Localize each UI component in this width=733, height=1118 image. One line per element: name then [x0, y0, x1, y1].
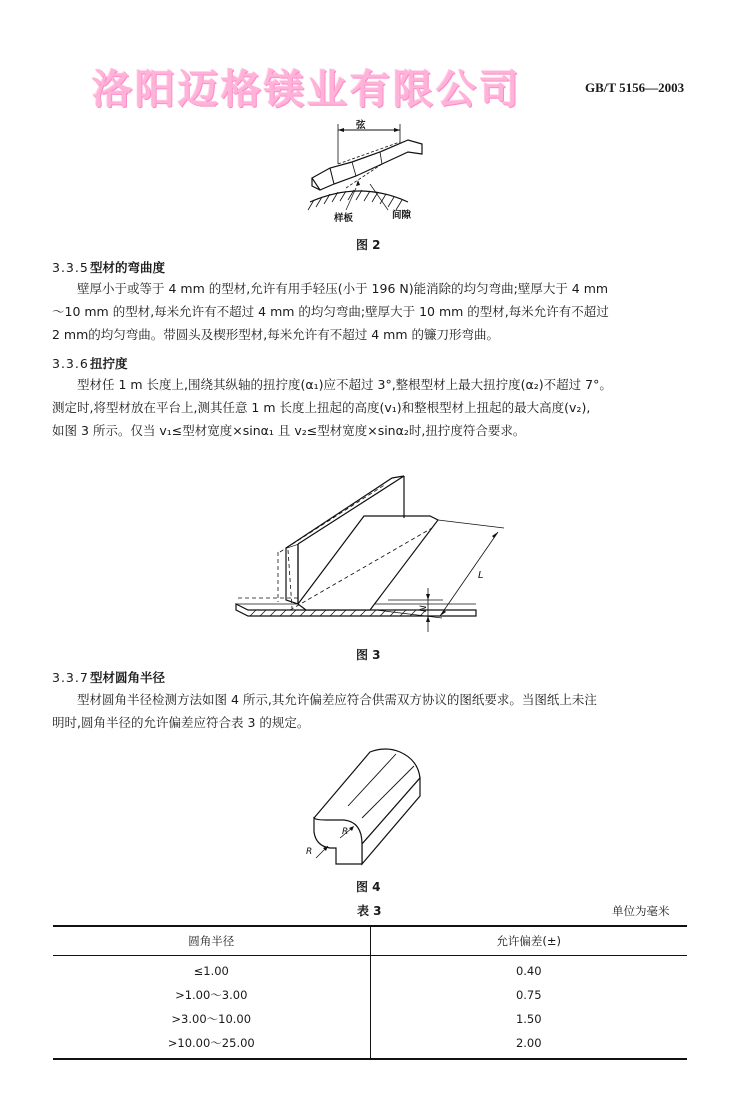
paragraph-line: 型材圆角半径检测方法如图 4 所示,其允许偏差应符合供需双方协议的图纸要求。当图纸上未注: [77, 692, 597, 707]
label-length: L: [478, 570, 484, 581]
label-template: 样板: [334, 213, 354, 224]
cell-tolerance: 1.50: [370, 1007, 687, 1031]
paragraph-line: 2 mm的均匀弯曲。带圆头及楔形型材,每米允许有不超过 4 mm 的镰刀形弯曲。: [52, 327, 499, 342]
paragraph-line: 测定时,将型材放在平台上,测其任意 1 m 长度上扭起的高度(v₁)和整根型材上扭起的最大高度(v₂),: [52, 400, 591, 415]
section-3-3-5-heading: [52, 258, 165, 276]
paragraph-line: 型材任 1 m 长度上,围绕其纵轴的扭拧度(α₁)应不超过 3°,整根型材上最大扭拧度(α₂)不超过 7°。: [77, 377, 612, 392]
table-row: [53, 1007, 687, 1031]
section-title: 型材的弯曲度: [90, 260, 166, 275]
table-row: [53, 956, 687, 984]
section-3-3-5-body: [52, 277, 688, 346]
paragraph-line: 如图 3 所示。仅当 v₁≤型材宽度×sinα₁ 且 v₂≤型材宽度×sinα₂时,扭拧度符合要求。: [52, 423, 526, 438]
paragraph-line: 壁厚小于或等于 4 mm 的型材,允许有用手轻压(小于 196 N)能消除的均匀弯曲;壁厚大于 4 mm: [77, 281, 609, 296]
label-gap: 间隙: [392, 210, 412, 221]
section-number: 3.3.7: [52, 670, 89, 685]
column-header-radius: 圆角半径: [53, 926, 370, 956]
tolerance-table: [53, 925, 687, 1060]
cell-radius: >3.00～10.00: [171, 1012, 252, 1026]
table-3-unit: 单位为毫米: [612, 904, 670, 918]
paragraph-line: 明时,圆角半径的允许偏差应符合表 3 的规定。: [52, 715, 310, 730]
figure-3-caption: 图 3: [356, 648, 381, 662]
figure-4-caption: 图 4: [356, 880, 381, 894]
section-number: 3.3.6: [52, 356, 89, 371]
cell-radius: ≤1.00: [193, 964, 229, 978]
table-row: [53, 1031, 687, 1059]
figure-2-template-gap-diagram: [290, 118, 440, 233]
figure-3-twist-diagram: [228, 470, 518, 640]
cell-tolerance: 0.75: [370, 983, 687, 1007]
section-3-3-6-body: [52, 373, 688, 442]
label-chord: 弦: [356, 120, 366, 131]
paragraph-line: ～10 mm 的型材,每米允许有不超过 4 mm 的均匀弯曲;壁厚大于 10 mm 的型材,每米允许有不超过: [52, 304, 609, 319]
section-number: 3.3.5: [52, 260, 89, 275]
figure-4-corner-radius-diagram: [296, 748, 436, 878]
label-radius-inner: R: [342, 827, 349, 837]
table-header-row: [53, 926, 687, 956]
label-radius-outer: R: [306, 847, 313, 857]
cell-tolerance: 0.40: [370, 956, 687, 984]
table-3-title: 表 3: [357, 904, 382, 918]
cell-tolerance: 2.00: [370, 1031, 687, 1059]
cell-radius: >1.00～3.00: [175, 988, 248, 1002]
standard-number: GB/T 5156—2003: [585, 80, 685, 95]
figure-2-caption: 图 2: [356, 238, 381, 252]
section-3-3-7-heading: [52, 668, 165, 686]
label-height: N: [419, 605, 429, 612]
section-3-3-7-body: [52, 688, 688, 734]
section-title: 扭拧度: [90, 356, 128, 371]
section-3-3-6-heading: [52, 354, 128, 372]
section-title: 型材圆角半径: [90, 670, 166, 685]
cell-radius: >10.00～25.00: [53, 1031, 370, 1059]
column-header-tolerance: 允许偏差(±): [370, 926, 687, 956]
watermark-banner: 洛阳迈格镁业有限公司: [92, 67, 522, 113]
table-row: [53, 983, 687, 1007]
